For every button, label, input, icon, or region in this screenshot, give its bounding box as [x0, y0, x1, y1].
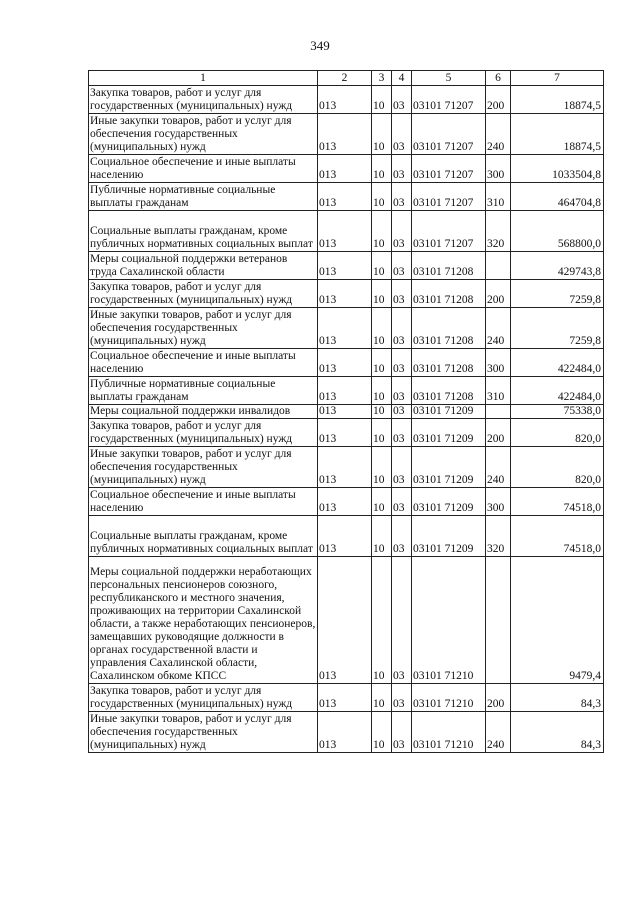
table-row [89, 114, 604, 155]
row-section-cell: 10 [372, 155, 392, 183]
row-section-cell: 10 [372, 516, 392, 557]
row-subsection-cell: 03 [392, 86, 412, 114]
table-row [89, 684, 604, 712]
row-section-cell: 10 [372, 114, 392, 155]
row-target-article-cell: 03101 71209 [412, 516, 486, 557]
table-row [89, 516, 604, 557]
table-row [89, 419, 604, 447]
row-expense-type-cell: 300 [486, 488, 511, 516]
row-name-cell: Социальное обеспечение и иные выплаты населению [89, 349, 318, 377]
row-amount-cell: 18874,5 [511, 114, 604, 155]
row-section-cell: 10 [372, 377, 392, 405]
row-section-cell: 10 [372, 405, 392, 419]
row-code-cell: 013 [318, 349, 372, 377]
row-expense-type-cell [486, 557, 511, 684]
budget-table [88, 70, 604, 753]
table-row [89, 211, 604, 252]
column-header-2: 2 [318, 71, 372, 86]
row-amount-cell: 568800,0 [511, 211, 604, 252]
row-amount-cell: 429743,8 [511, 252, 604, 280]
row-name-cell: Закупка товаров, работ и услуг для государственных (муниципальных) нужд [89, 280, 318, 308]
row-subsection-cell: 03 [392, 557, 412, 684]
row-target-article-cell: 03101 71210 [412, 684, 486, 712]
column-header-3: 3 [372, 71, 392, 86]
row-section-cell: 10 [372, 308, 392, 349]
table-row [89, 308, 604, 349]
column-header-4: 4 [392, 71, 412, 86]
table-row [89, 405, 604, 419]
row-expense-type-cell: 240 [486, 712, 511, 753]
row-code-cell: 013 [318, 114, 372, 155]
table-row [89, 155, 604, 183]
row-amount-cell: 9479,4 [511, 557, 604, 684]
header-row [89, 71, 604, 86]
row-subsection-cell: 03 [392, 349, 412, 377]
row-amount-cell: 18874,5 [511, 86, 604, 114]
row-target-article-cell: 03101 71208 [412, 280, 486, 308]
row-name-cell: Меры социальной поддержки ветеранов труда Сахалинской области [89, 252, 318, 280]
table-row [89, 280, 604, 308]
row-subsection-cell: 03 [392, 280, 412, 308]
row-expense-type-cell [486, 252, 511, 280]
row-target-article-cell: 03101 71208 [412, 349, 486, 377]
table-row [89, 349, 604, 377]
column-header-1: 1 [89, 71, 318, 86]
row-name-cell: Закупка товаров, работ и услуг для государственных (муниципальных) нужд [89, 684, 318, 712]
row-target-article-cell: 03101 71209 [412, 488, 486, 516]
row-section-cell: 10 [372, 183, 392, 211]
row-amount-cell: 84,3 [511, 712, 604, 753]
row-section-cell: 10 [372, 488, 392, 516]
table-body [89, 86, 604, 753]
row-subsection-cell: 03 [392, 183, 412, 211]
table-row [89, 557, 604, 684]
row-target-article-cell: 03101 71207 [412, 86, 486, 114]
table-row [89, 377, 604, 405]
row-name-cell: Закупка товаров, работ и услуг для государственных (муниципальных) нужд [89, 86, 318, 114]
row-target-article-cell: 03101 71208 [412, 308, 486, 349]
row-section-cell: 10 [372, 252, 392, 280]
row-code-cell: 013 [318, 712, 372, 753]
row-subsection-cell: 03 [392, 516, 412, 557]
row-expense-type-cell [486, 405, 511, 419]
row-subsection-cell: 03 [392, 447, 412, 488]
row-amount-cell: 820,0 [511, 447, 604, 488]
row-subsection-cell: 03 [392, 684, 412, 712]
row-code-cell: 013 [318, 252, 372, 280]
row-name-cell: Социальные выплаты гражданам, кроме публичных нормативных социальных выплат [89, 211, 318, 252]
row-code-cell: 013 [318, 557, 372, 684]
table-row [89, 712, 604, 753]
row-amount-cell: 820,0 [511, 419, 604, 447]
table-row [89, 183, 604, 211]
row-expense-type-cell: 200 [486, 684, 511, 712]
row-name-cell: Иные закупки товаров, работ и услуг для обеспечения государственных (муниципальных) нужд [89, 712, 318, 753]
row-target-article-cell: 03101 71208 [412, 252, 486, 280]
row-code-cell: 013 [318, 447, 372, 488]
row-target-article-cell: 03101 71209 [412, 419, 486, 447]
row-subsection-cell: 03 [392, 712, 412, 753]
row-expense-type-cell: 200 [486, 419, 511, 447]
row-expense-type-cell: 240 [486, 114, 511, 155]
row-target-article-cell: 03101 71209 [412, 447, 486, 488]
row-name-cell: Меры социальной поддержки неработающих персональных пенсионеров союзного, республиканского и местного значения, проживающих на территории Сахалинской области, а также неработающих пенсионеров, замещавших руководящие должности в органах государственной власти и управления Сахалинской области, Сахалинском обкоме КПСС [89, 557, 318, 684]
row-subsection-cell: 03 [392, 308, 412, 349]
row-name-cell: Социальное обеспечение и иные выплаты населению [89, 488, 318, 516]
row-expense-type-cell: 300 [486, 155, 511, 183]
row-expense-type-cell: 200 [486, 86, 511, 114]
row-code-cell: 013 [318, 211, 372, 252]
row-name-cell: Социальное обеспечение и иные выплаты населению [89, 155, 318, 183]
row-section-cell: 10 [372, 86, 392, 114]
row-section-cell: 10 [372, 211, 392, 252]
row-amount-cell: 422484,0 [511, 349, 604, 377]
row-amount-cell: 75338,0 [511, 405, 604, 419]
row-code-cell: 013 [318, 308, 372, 349]
row-name-cell: Публичные нормативные социальные выплаты гражданам [89, 377, 318, 405]
row-subsection-cell: 03 [392, 405, 412, 419]
row-name-cell: Меры социальной поддержки инвалидов [89, 405, 318, 419]
row-section-cell: 10 [372, 447, 392, 488]
row-code-cell: 013 [318, 516, 372, 557]
row-amount-cell: 84,3 [511, 684, 604, 712]
column-header-7: 7 [511, 71, 604, 86]
row-code-cell: 013 [318, 488, 372, 516]
row-name-cell: Социальные выплаты гражданам, кроме публичных нормативных социальных выплат [89, 516, 318, 557]
page-number: 349 [310, 38, 330, 53]
row-amount-cell: 74518,0 [511, 516, 604, 557]
row-target-article-cell: 03101 71207 [412, 114, 486, 155]
table-row [89, 447, 604, 488]
column-header-6: 6 [486, 71, 511, 86]
row-code-cell: 013 [318, 280, 372, 308]
row-subsection-cell: 03 [392, 252, 412, 280]
row-subsection-cell: 03 [392, 114, 412, 155]
row-expense-type-cell: 320 [486, 516, 511, 557]
row-code-cell: 013 [318, 684, 372, 712]
row-target-article-cell: 03101 71208 [412, 377, 486, 405]
row-subsection-cell: 03 [392, 377, 412, 405]
row-subsection-cell: 03 [392, 155, 412, 183]
row-name-cell: Публичные нормативные социальные выплаты гражданам [89, 183, 318, 211]
row-code-cell: 013 [318, 377, 372, 405]
row-subsection-cell: 03 [392, 488, 412, 516]
row-section-cell: 10 [372, 557, 392, 684]
row-expense-type-cell: 200 [486, 280, 511, 308]
row-name-cell: Закупка товаров, работ и услуг для государственных (муниципальных) нужд [89, 419, 318, 447]
table-row [89, 86, 604, 114]
row-expense-type-cell: 310 [486, 377, 511, 405]
row-name-cell: Иные закупки товаров, работ и услуг для обеспечения государственных (муниципальных) нужд [89, 308, 318, 349]
row-code-cell: 013 [318, 419, 372, 447]
row-target-article-cell: 03101 71207 [412, 155, 486, 183]
row-expense-type-cell: 320 [486, 211, 511, 252]
table-row [89, 252, 604, 280]
row-section-cell: 10 [372, 712, 392, 753]
row-code-cell: 013 [318, 183, 372, 211]
row-amount-cell: 422484,0 [511, 377, 604, 405]
row-amount-cell: 1033504,8 [511, 155, 604, 183]
row-name-cell: Иные закупки товаров, работ и услуг для обеспечения государственных (муниципальных) нужд [89, 447, 318, 488]
row-amount-cell: 7259,8 [511, 280, 604, 308]
row-code-cell: 013 [318, 86, 372, 114]
row-expense-type-cell: 240 [486, 447, 511, 488]
row-section-cell: 10 [372, 419, 392, 447]
row-subsection-cell: 03 [392, 419, 412, 447]
row-target-article-cell: 03101 71209 [412, 405, 486, 419]
column-header-5: 5 [412, 71, 486, 86]
row-target-article-cell: 03101 71207 [412, 211, 486, 252]
row-amount-cell: 74518,0 [511, 488, 604, 516]
row-code-cell: 013 [318, 405, 372, 419]
row-amount-cell: 464704,8 [511, 183, 604, 211]
row-section-cell: 10 [372, 349, 392, 377]
row-subsection-cell: 03 [392, 211, 412, 252]
row-section-cell: 10 [372, 684, 392, 712]
row-target-article-cell: 03101 71210 [412, 557, 486, 684]
row-amount-cell: 7259,8 [511, 308, 604, 349]
row-section-cell: 10 [372, 280, 392, 308]
row-name-cell: Иные закупки товаров, работ и услуг для обеспечения государственных (муниципальных) нужд [89, 114, 318, 155]
row-target-article-cell: 03101 71210 [412, 712, 486, 753]
row-expense-type-cell: 240 [486, 308, 511, 349]
row-code-cell: 013 [318, 155, 372, 183]
row-target-article-cell: 03101 71207 [412, 183, 486, 211]
row-expense-type-cell: 300 [486, 349, 511, 377]
row-expense-type-cell: 310 [486, 183, 511, 211]
table-row [89, 488, 604, 516]
